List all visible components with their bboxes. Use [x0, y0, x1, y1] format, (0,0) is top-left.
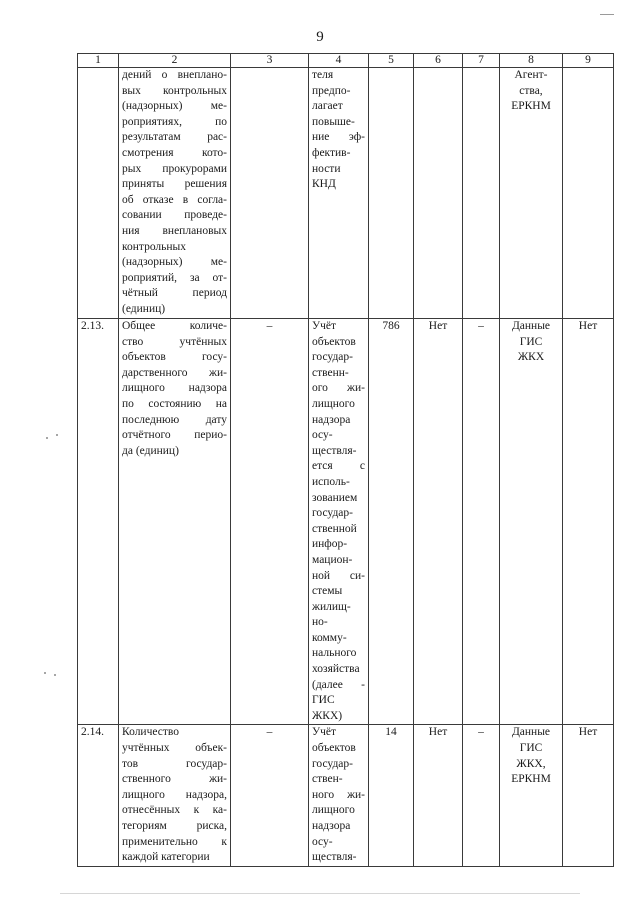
cell-text-line: смотрения кото-: [122, 146, 227, 159]
cell-text-line: (единиц): [122, 302, 166, 315]
cell-text-line: дений о внеплано-: [122, 69, 227, 81]
indicator-col9: Нет: [563, 725, 614, 866]
cell-text-line: надзора: [312, 820, 351, 832]
column-header: 5: [369, 54, 414, 68]
cell-text-line: ной си-: [312, 569, 365, 582]
table-row: [78, 319, 614, 725]
cell-text-line: ния внеплановых: [122, 224, 227, 237]
column-header: 1: [78, 54, 119, 68]
cell-text-line: исполь-: [312, 475, 350, 488]
cell-text-line: государ-: [312, 757, 353, 770]
indicator-method: [309, 319, 369, 725]
cell-text-line: вых контрольных: [122, 84, 227, 97]
indicator-method: [309, 68, 369, 319]
cell-text-line: ЖКХ): [312, 709, 343, 722]
cell-text-line: Количество: [122, 726, 179, 739]
cell-text-line: Агент-: [514, 69, 548, 81]
indicators-table: [77, 53, 614, 867]
cell-text-line: ществля-: [312, 851, 357, 864]
cell-text-line: лищного надзора,: [122, 788, 227, 801]
indicator-col3: [231, 68, 309, 319]
scan-artifact: [56, 434, 58, 436]
indicator-col3: –: [231, 319, 309, 725]
cell-text-line: (надзорных) ме-: [122, 100, 227, 113]
table-row: [78, 725, 614, 866]
column-header: 8: [500, 54, 563, 68]
cell-text-line: каждой категории: [122, 851, 210, 864]
cell-text-line: Учёт: [312, 726, 337, 739]
indicator-description: [119, 68, 231, 319]
column-header: 9: [563, 54, 614, 68]
cell-text-line: ГИС: [519, 335, 543, 348]
cell-text-line: ется с: [312, 460, 365, 473]
cell-text-line: предпо-: [312, 84, 351, 97]
page-number: 9: [316, 29, 324, 45]
cell-text-line: да (единиц): [122, 444, 179, 457]
table-header-row: [78, 54, 614, 68]
cell-text-line: ществля-: [312, 444, 357, 457]
column-header: 2: [119, 54, 231, 68]
cell-text-line: отчётного перио-: [122, 429, 227, 442]
cell-text-line: учтённых объек-: [122, 742, 227, 755]
indicator-col7: –: [463, 319, 500, 725]
cell-text-line: ого жи-: [312, 382, 365, 395]
cell-text-line: ности: [312, 162, 341, 175]
indicator-description: [119, 319, 231, 725]
cell-text-line: чётный период: [122, 287, 227, 300]
column-header: 7: [463, 54, 500, 68]
cell-text-line: хозяйства: [312, 663, 360, 676]
cell-text-line: стемы: [312, 585, 343, 598]
cell-text-line: КНД: [312, 178, 336, 191]
cell-text-line: повыше-: [312, 115, 355, 128]
cell-text-line: надзора: [312, 413, 351, 426]
cell-text-line: дарственного жи-: [122, 366, 227, 379]
cell-text-line: по состоянию на: [122, 397, 227, 410]
indicator-number: [78, 68, 119, 319]
indicator-col6: [414, 68, 463, 319]
cell-text-line: приняты решения: [122, 178, 227, 191]
cell-text-line: Учёт: [312, 320, 337, 332]
column-header: 4: [309, 54, 369, 68]
indicator-value: 14: [369, 725, 414, 866]
indicator-col6: Нет: [414, 725, 463, 866]
cell-text-line: ние эф-: [312, 131, 365, 144]
indicator-source: [500, 725, 563, 866]
cell-text-line: Общее количе-: [122, 320, 227, 332]
cell-text-line: ствен-: [312, 773, 343, 786]
cell-text-line: ЕРКНМ: [511, 100, 551, 113]
cell-text-line: ЖКХ,: [516, 757, 546, 770]
cell-text-line: лищного: [312, 397, 355, 410]
cell-text-line: ного жи-: [312, 788, 365, 801]
indicator-col6: Нет: [414, 319, 463, 725]
cell-text-line: нального: [312, 647, 357, 660]
cell-text-line: ГИС: [519, 742, 543, 755]
indicator-value: 786: [369, 319, 414, 725]
cell-text-line: тегориям риска,: [122, 820, 227, 832]
indicator-source: [500, 319, 563, 725]
cell-text-line: ственного жи-: [122, 773, 227, 786]
cell-text-line: ственн-: [312, 366, 349, 379]
indicator-method: [309, 725, 369, 866]
scan-artifact: [44, 672, 46, 674]
indicator-number: 2.13.: [78, 319, 119, 725]
cell-text-line: мацион-: [312, 553, 353, 566]
indicator-col7: –: [463, 725, 500, 866]
indicator-source: [500, 68, 563, 319]
indicator-value: [369, 68, 414, 319]
scan-artifact: [46, 437, 48, 439]
cell-text-line: Данные: [511, 320, 551, 332]
indicator-number: 2.14.: [78, 725, 119, 866]
cell-text-line: ЕРКНМ: [511, 773, 551, 786]
cell-text-line: (далее -: [312, 678, 365, 691]
indicator-col9: Нет: [563, 319, 614, 725]
cell-text-line: ГИС: [312, 694, 335, 707]
cell-text-line: роприятий, за от-: [122, 271, 227, 284]
cell-text-line: зованием: [312, 491, 358, 504]
cell-text-line: жилищ-: [312, 600, 351, 613]
scan-artifact: [60, 893, 580, 894]
cell-text-line: государ-: [312, 507, 353, 520]
cell-text-line: осу-: [312, 835, 333, 848]
cell-text-line: (надзорных) ме-: [122, 256, 227, 269]
cell-text-line: лищного: [312, 804, 355, 817]
cell-text-line: ства,: [519, 84, 543, 97]
cell-text-line: государ-: [312, 351, 353, 364]
indicator-col7: [463, 68, 500, 319]
cell-text-line: совании проведе-: [122, 209, 227, 222]
cell-text-line: контрольных: [122, 240, 187, 253]
cell-text-line: лищного надзора: [122, 382, 227, 395]
cell-text-line: ственной: [312, 522, 357, 535]
scan-artifact: [600, 14, 614, 15]
cell-text-line: ство учтённых: [122, 335, 227, 348]
cell-text-line: рых прокурорами: [122, 162, 227, 175]
scan-artifact: [54, 674, 56, 676]
cell-text-line: фектив-: [312, 146, 351, 159]
column-header: 3: [231, 54, 309, 68]
table-row: [78, 68, 614, 319]
cell-text-line: объектов: [312, 742, 356, 755]
cell-text-line: ЖКХ: [517, 351, 545, 364]
cell-text-line: комму-: [312, 631, 347, 644]
cell-text-line: об отказе в согла-: [122, 193, 227, 206]
cell-text-line: объектов госу-: [122, 351, 227, 364]
column-header: 6: [414, 54, 463, 68]
cell-text-line: осу-: [312, 429, 333, 442]
indicator-description: [119, 725, 231, 866]
cell-text-line: последнюю дату: [122, 413, 227, 426]
cell-text-line: Данные: [511, 726, 551, 739]
cell-text-line: роприятиях, по: [122, 115, 227, 128]
cell-text-line: результатам рас-: [122, 131, 227, 144]
cell-text-line: но-: [312, 616, 328, 629]
cell-text-line: объектов: [312, 335, 356, 348]
cell-text-line: теля: [312, 69, 334, 81]
cell-text-line: лагает: [312, 100, 343, 113]
indicator-col9: [563, 68, 614, 319]
cell-text-line: применительно к: [122, 835, 227, 848]
cell-text-line: тов государ-: [122, 757, 227, 770]
cell-text-line: отнесённых к ка-: [122, 804, 227, 817]
cell-text-line: инфор-: [312, 538, 348, 551]
indicator-col3: –: [231, 725, 309, 866]
